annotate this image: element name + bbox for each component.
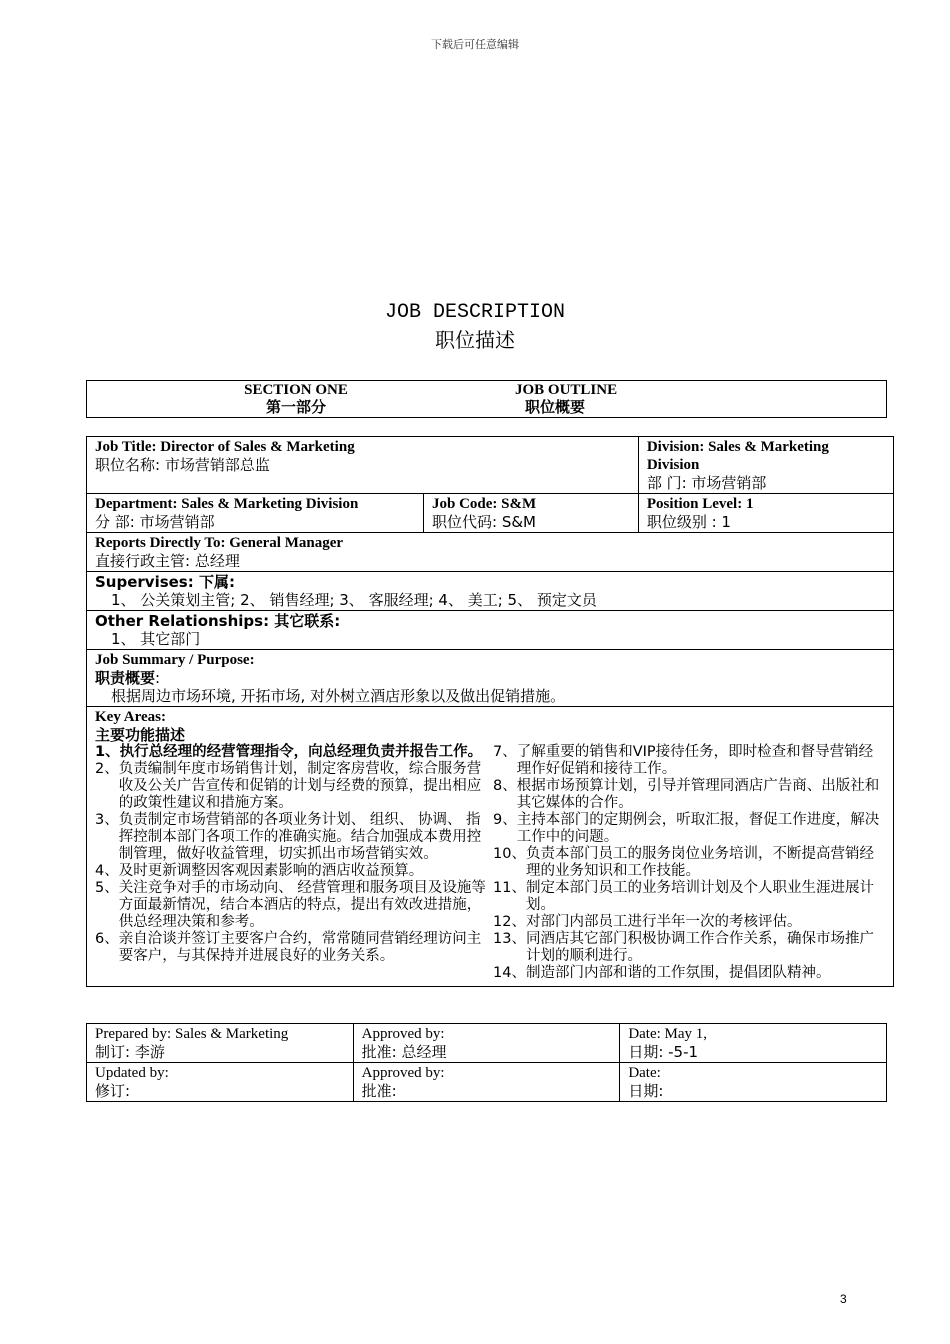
job-outline-zh: 职位概要 (525, 398, 586, 416)
key-area-item-number: 6、 (95, 931, 119, 947)
key-areas-label: Key Areas: (95, 709, 166, 725)
job-code-label: Job Code: S&M (432, 496, 537, 512)
key-area-item (95, 931, 487, 965)
key-areas-columns (95, 744, 885, 982)
supervises-cell (87, 572, 894, 611)
date-zh-1: 日期: -5-1 (628, 1043, 699, 1061)
key-area-item-number: 7、 (493, 744, 517, 760)
key-area-item-text: 主持本部门的定期例会，听取汇报，督促工作进度，解决工作中的问题。 (516, 812, 880, 845)
reports-to-cell (87, 533, 894, 572)
key-area-item-number: 2、 (95, 761, 119, 777)
key-area-item-text: 及时更新调整因客观因素影响的酒店收益预算。 (118, 863, 424, 879)
key-area-item-text: 执行总经理的经营管理指令，向总经理负责并报告工作。 (119, 744, 483, 760)
key-area-item (493, 812, 885, 846)
approved-by-cell-2 (353, 1063, 620, 1102)
section-one-en: SECTION ONE (244, 382, 348, 398)
approved-by-zh-1: 批准: 总经理 (361, 1043, 447, 1061)
approved-by-label-1: Approved by: (361, 1026, 445, 1042)
supervises-text: 1、 公关策划主管; 2、 销售经理; 3、 客服经理; 4、 美工; 5、 预定文员 (111, 591, 597, 609)
key-area-item-number: 14、 (493, 965, 526, 981)
key-areas-zh-label: 主要功能描述 (95, 726, 186, 744)
job-summary-label: Job Summary / Purpose: (95, 652, 255, 668)
reports-to-zh: 直接行政主管: 总经理 (95, 552, 240, 570)
key-area-item-text: 了解重要的销售和VIP接待任务，即时检查和督导营销经理作好促销和接待工作。 (516, 744, 874, 777)
approved-by-label-2: Approved by: (361, 1065, 445, 1081)
key-area-item (493, 880, 885, 914)
key-area-item-number: 4、 (95, 863, 119, 879)
key-area-item-number: 11、 (493, 880, 526, 896)
job-title-label: Job Title: Director of Sales & Marketing (95, 439, 355, 455)
prepared-by-cell (87, 1024, 354, 1063)
key-area-item-number: 5、 (95, 880, 119, 896)
position-level-label: Position Level: 1 (646, 496, 754, 512)
department-cell (87, 494, 424, 533)
department-label: Department: Sales & Marketing Division (95, 496, 359, 512)
job-outline-en: JOB OUTLINE (515, 382, 618, 398)
reports-to-label: Reports Directly To: General Manager (95, 535, 344, 551)
position-level-cell (638, 494, 893, 533)
key-area-item-text: 负责编制年度市场销售计划，制定客房营收，综合服务营收及公关广告宣传和促销的计划与经费的预算，提出相应的政策性建议和措施方案。 (118, 761, 482, 811)
key-area-item-number: 13、 (493, 931, 526, 947)
key-area-item-number: 8、 (493, 778, 517, 794)
key-area-item-text: 根据市场预算计划，引导并管理同酒店广告商、出版社和其它媒体的合作。 (516, 778, 880, 811)
document-title (0, 300, 950, 354)
approved-by-zh-2: 批准: (361, 1082, 397, 1100)
key-areas-right-column (487, 744, 885, 982)
updated-by-cell (87, 1063, 354, 1102)
key-areas-cell (87, 707, 894, 987)
date-cell-2 (620, 1063, 887, 1102)
key-area-item (95, 761, 487, 812)
key-area-item (493, 778, 885, 812)
title-zh: 职位描述 (435, 328, 515, 352)
header-note: 下载后可任意编辑 (431, 38, 519, 51)
division-zh: 部 门: 市场营销部 (646, 474, 767, 492)
other-relationships-text: 1、 其它部门 (111, 630, 201, 648)
position-level-zh: 职位级别 : 1 (646, 513, 731, 531)
key-areas-left-column (95, 744, 487, 982)
page-number: 3 (840, 1292, 847, 1306)
job-summary-cell (87, 650, 894, 707)
key-area-item (493, 744, 885, 778)
key-area-item-number: 9、 (493, 812, 517, 828)
key-area-item-number: 10、 (493, 846, 526, 862)
prepared-by-label: Prepared by: Sales & Marketing (95, 1026, 289, 1042)
section-header-cell (87, 381, 887, 418)
key-area-item-text: 制造部门内部和谐的工作氛围，提倡团队精神。 (525, 965, 831, 981)
supervises-label: Supervises: 下属: (95, 573, 235, 591)
date-label-2: Date: (628, 1065, 661, 1081)
updated-by-label: Updated by: (95, 1065, 169, 1081)
job-summary-text: 根据周边市场环境, 开拓市场, 对外树立酒店形象以及做出促销措施。 (111, 687, 566, 705)
updated-by-zh: 修订: (95, 1082, 131, 1100)
key-area-item-text: 负责制定市场营销部的各项业务计划、 组织、 协调、 指挥控制本部门各项工作的准确实施。结合加强成本费用控制管理，做好收益管理，切实抓出市场营销实效。 (118, 812, 482, 862)
title-en: JOB DESCRIPTION (384, 301, 566, 324)
key-area-item-text: 关注竞争对手的市场动向、 经营管理和服务项目及设施等方面最新情况，结合本酒店的特点，提出有效改进措施，供总经理决策和参考。 (118, 880, 486, 930)
key-area-item (493, 914, 885, 931)
date-cell-1 (620, 1024, 887, 1063)
date-label-1: Date: May 1, (628, 1026, 708, 1042)
key-area-item (493, 846, 885, 880)
approved-by-cell-1 (353, 1024, 620, 1063)
job-summary-zh-label: 职责概要 (95, 669, 156, 687)
key-area-item-number: 3、 (95, 812, 119, 828)
key-area-item (95, 863, 487, 880)
prepared-by-zh: 制订: 李游 (95, 1043, 165, 1061)
key-area-item-number: 12、 (493, 914, 526, 930)
key-area-item-text: 同酒店其它部门积极协调工作合作关系，确保市场推广计划的顺利进行。 (525, 931, 874, 964)
job-title-cell (87, 437, 639, 494)
key-area-item-text: 制定本部门员工的业务培训计划及个人职业生涯进展计划。 (525, 880, 874, 913)
job-summary-zh-label-row (95, 669, 885, 687)
job-info-table (86, 436, 894, 987)
key-area-item-text: 对部门内部员工进行半年一次的考核评估。 (525, 914, 802, 930)
division-label: Division: Sales & Marketing Division (646, 439, 829, 473)
job-code-zh: 职位代码: S&M (432, 513, 536, 531)
other-relationships-label: Other Relationships: 其它联系: (95, 612, 341, 630)
key-area-item (493, 965, 885, 982)
key-area-item-number: 1、 (95, 744, 120, 760)
approval-table (86, 1023, 887, 1102)
key-area-item (95, 744, 487, 761)
date-zh-2: 日期: (628, 1082, 664, 1100)
key-area-item-text: 负责本部门员工的服务岗位业务培训，不断提高营销经理的业务知识和工作技能。 (525, 846, 874, 879)
section-header-table (86, 380, 887, 418)
key-area-item (95, 812, 487, 863)
key-area-item-text: 亲自洽谈并签订主要客户合约，常常随同营销经理访问主要客户，与其保持并进展良好的业务关系。 (118, 931, 482, 964)
section-one-label (87, 382, 505, 416)
section-one-zh: 第一部分 (265, 398, 326, 416)
key-area-item (95, 880, 487, 931)
key-area-item (493, 931, 885, 965)
job-outline-label (505, 382, 715, 416)
job-summary-zh-colon: : (155, 669, 161, 687)
division-cell (638, 437, 893, 494)
department-zh: 分 部: 市场营销部 (95, 513, 215, 531)
job-title-zh: 职位名称: 市场营销部总监 (95, 456, 270, 474)
job-code-cell (424, 494, 639, 533)
other-relationships-cell (87, 611, 894, 650)
